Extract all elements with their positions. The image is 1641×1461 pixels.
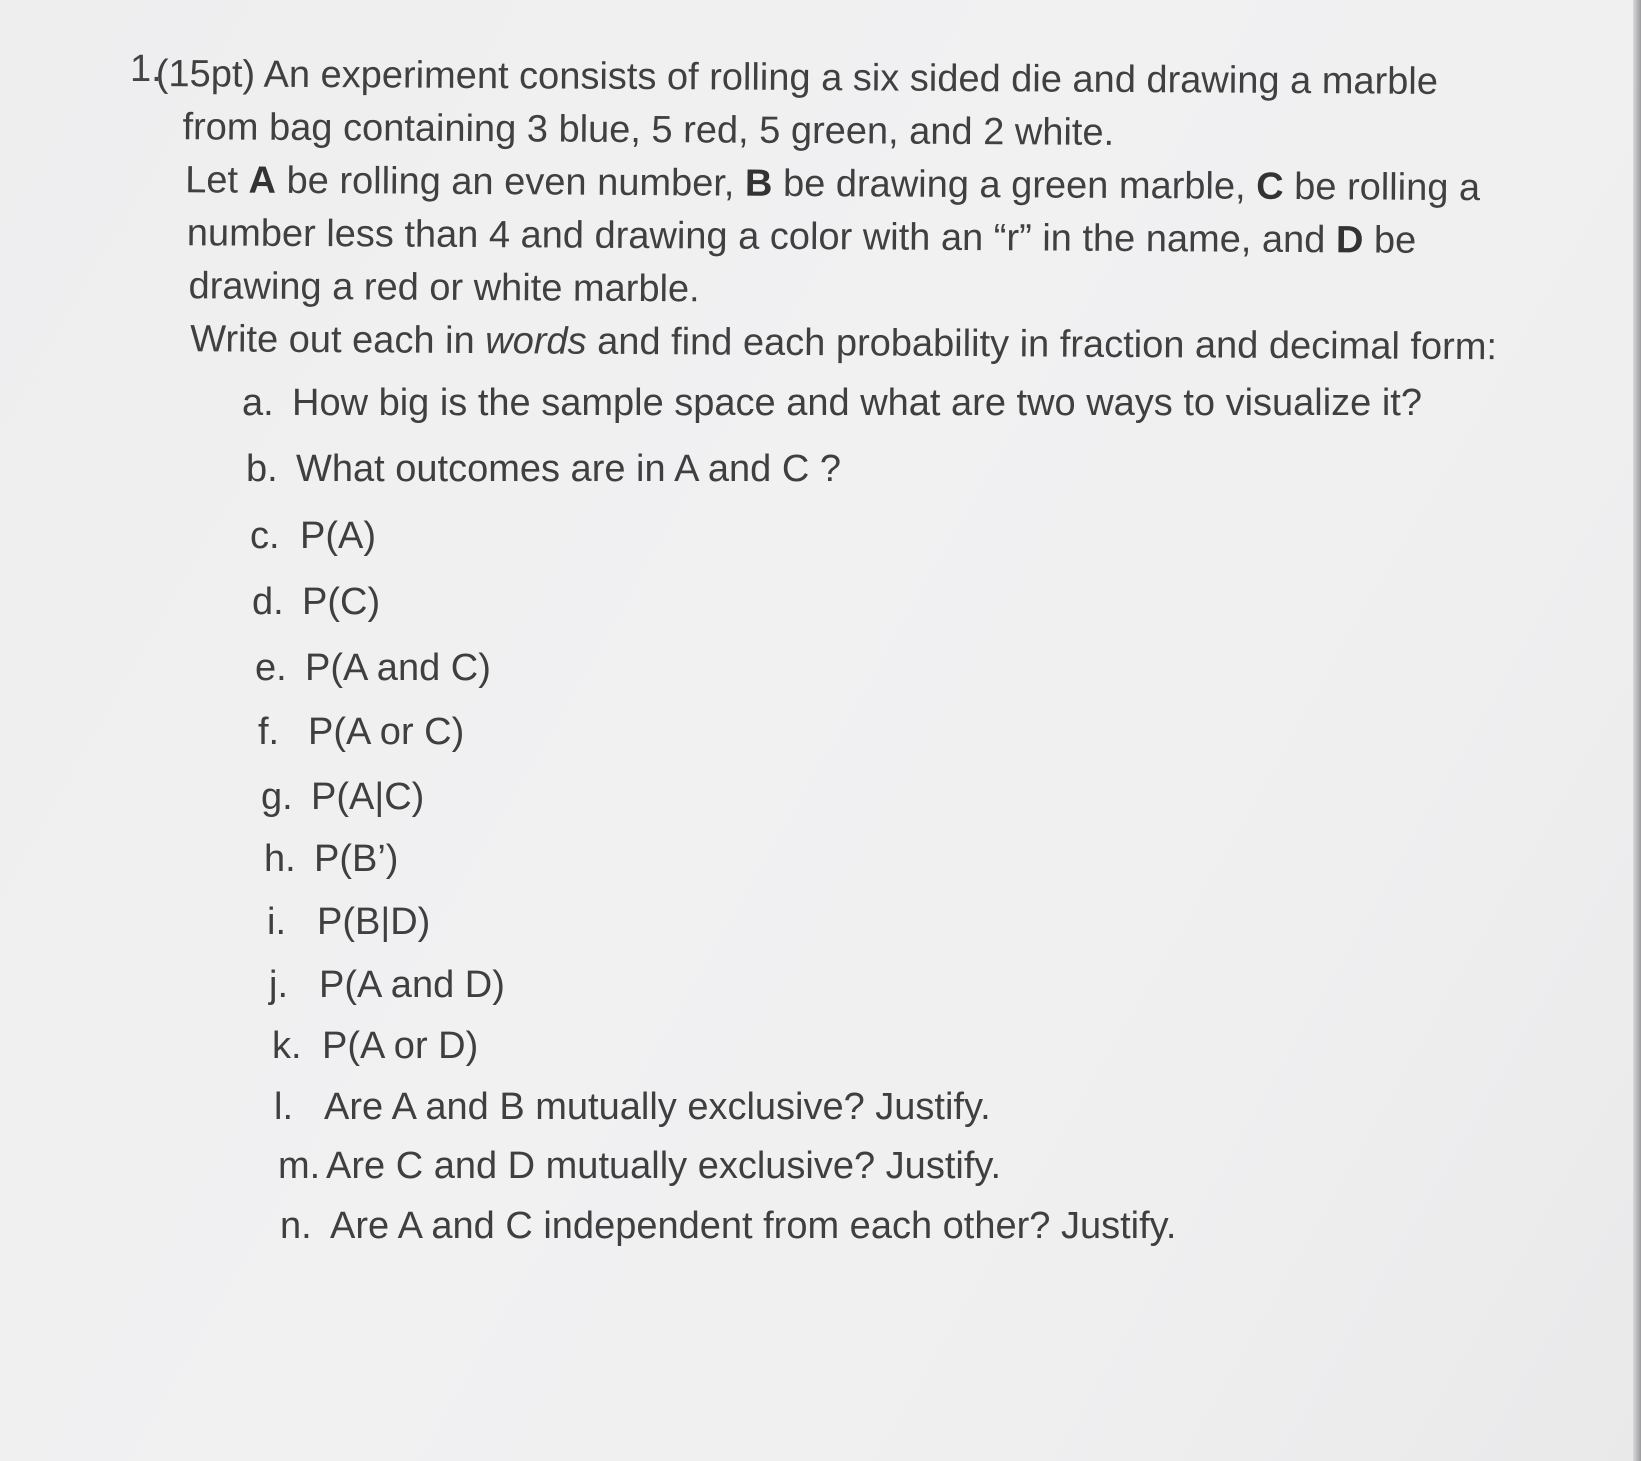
subquestion-d: d. P(C): [252, 581, 381, 623]
event-b-label: B: [744, 162, 773, 205]
subquestion-l: l. Are A and B mutually exclusive? Justify.: [274, 1086, 991, 1128]
subquestion-f: f. P(A or C): [258, 711, 465, 753]
subquestion-j: j. P(A and D): [269, 964, 505, 1006]
subquestion-c: c. P(A): [250, 515, 376, 557]
question-line-5: drawing a red or white marble.: [188, 265, 700, 311]
words-emphasis: words: [485, 320, 587, 363]
event-d-label: D: [1335, 219, 1364, 262]
subquestion-a: a. How big is the sample space and what are two ways to visualize it?: [242, 382, 1422, 424]
subquestion-e: e. P(A and C): [255, 647, 491, 689]
question-line-2: from bag containing 3 blue, 5 red, 5 green, and 2 white.: [182, 106, 1115, 154]
subquestion-b: b. What outcomes are in A and C ?: [246, 448, 841, 490]
event-c-label: C: [1256, 165, 1284, 208]
subquestion-g: g. P(A|C): [261, 776, 425, 818]
question-line-4: number less than 4 and drawing a color with an “r” in the name, and D be: [186, 212, 1417, 262]
question-line-6: Write out each in words and find each probability in fraction and decimal form:: [190, 318, 1498, 369]
question-number: 1.: [130, 48, 162, 90]
screen-bezel-edge: [1633, 0, 1641, 1461]
subquestion-k: k. P(A or D): [272, 1025, 479, 1067]
question-stem: [146, 48, 1618, 375]
event-a-label: A: [248, 159, 277, 202]
subquestion-m: m. Are C and D mutually exclusive? Justify.: [278, 1145, 1002, 1187]
subquestion-n: n. Are A and C independent from each other? Justify.: [280, 1205, 1177, 1247]
question-line-1: (15pt) An experiment consists of rolling a six sided die and drawing a marble: [155, 53, 1439, 103]
subquestion-i: i. P(B|D): [267, 901, 431, 943]
subquestion-h: h. P(B’): [264, 838, 399, 880]
question-line-3: Let A be rolling an even number, B be drawing a green marble, C be rolling a: [185, 159, 1481, 210]
